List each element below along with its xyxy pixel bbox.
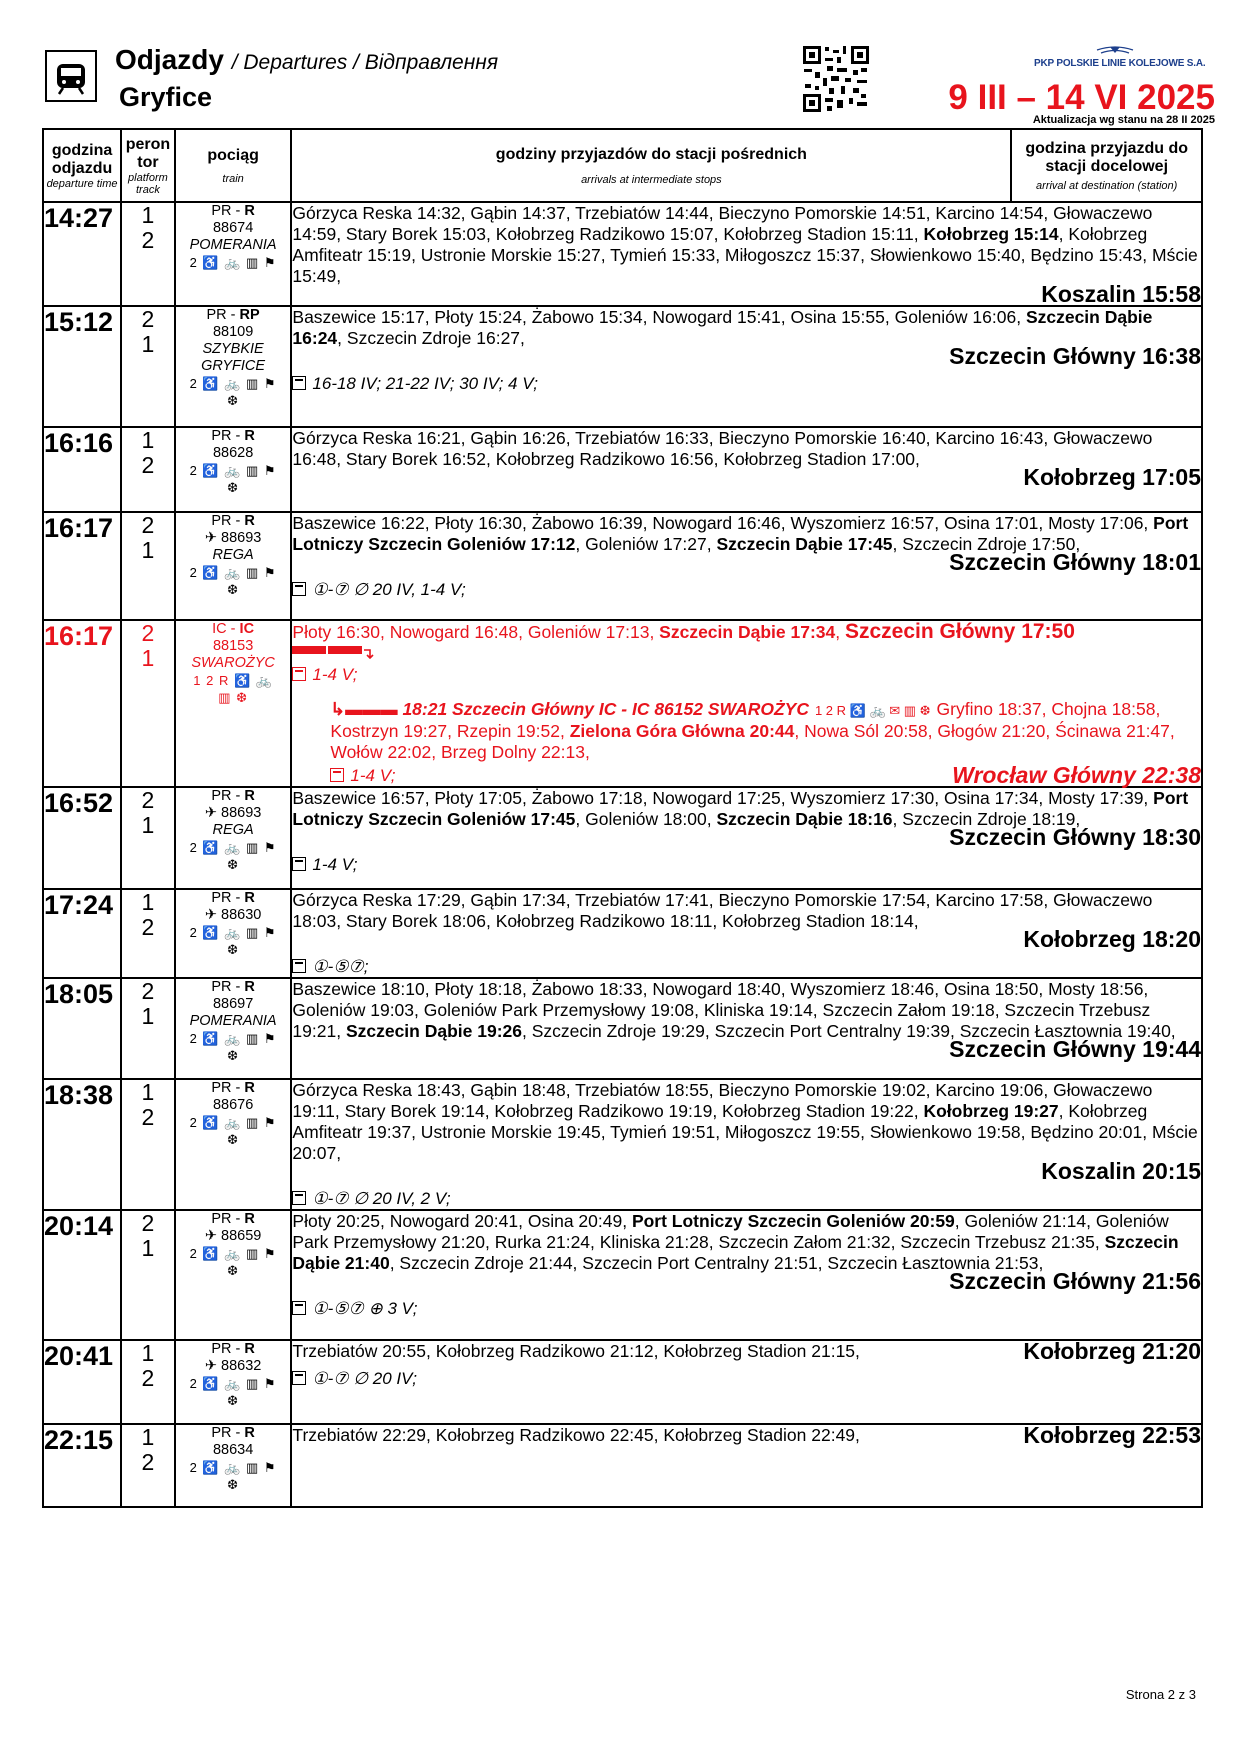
service-icons-extra: ▥ ❆ (218, 690, 248, 705)
train-category: PR - R (211, 1080, 255, 1096)
destination: Szczecin Główny 18:01 (949, 549, 1201, 575)
table-row (43, 202, 1202, 306)
update-note: Aktualizacja wg stanu na 28 II 2025 (1032, 114, 1215, 126)
platform-number: 2 (141, 306, 155, 332)
track-number: 1 (141, 331, 155, 357)
platform-number: 2 (141, 620, 155, 646)
track-number: 1 (141, 537, 155, 563)
departure-time: 16:17 (43, 512, 121, 620)
platform-track (121, 306, 175, 427)
service-icons-extra: ❆ (227, 480, 240, 495)
calendar-note (292, 956, 1201, 977)
train-category-carrier: PR (211, 1425, 232, 1441)
train-cell (175, 202, 292, 306)
train-category: PR - R (211, 1341, 255, 1357)
track-number: 2 (141, 227, 155, 253)
calendar-note-text: ①-⑦ ∅ 20 IV, 1-4 V; (312, 580, 466, 599)
destination: Szczecin Główny 18:30 (949, 824, 1201, 850)
platform-track (121, 1340, 175, 1424)
train-number: ✈ 88659 (204, 1228, 262, 1244)
train-category-carrier: PR (211, 428, 232, 444)
service-icons-extra: ❆ (227, 1263, 240, 1278)
stops-list: Baszewice 16:22, Płoty 16:30, Żabowo 16:39, Nowogard 16:46, Wyszomierz 16:57, Osina 17:01, Mosty 17:06, Port Lotniczy Szczecin Goleniów 17:12, Goleniów 17:27, Szczecin Dąbie 17:45, Szczecin Zdroje 17:50, (292, 513, 1189, 554)
train-cell (175, 1079, 292, 1210)
platform-number: 2 (141, 1210, 155, 1236)
station-name: Gryfice (119, 82, 213, 112)
train-category-type: R (244, 890, 255, 906)
train-pictogram-icon (45, 50, 97, 102)
calendar-icon (292, 667, 306, 681)
destination: Szczecin Główny 16:38 (949, 343, 1201, 369)
service-icons-extra: ❆ (227, 1393, 240, 1408)
intermediate-stops (291, 202, 1202, 306)
departure-time: 16:16 (43, 427, 121, 512)
intermediate-stops (291, 1424, 1202, 1507)
stops-list: Górzyca Reska 14:32, Gąbin 14:37, Trzebiatów 14:44, Bieczyno Pomorskie 14:51, Karcino 14:54, Głowaczewo 14:59, Stary Borek 15:03, Kołobrzeg Radzikowo 15:07, Kołobrzeg Stadion 15:11, Kołobrzeg 15:14, Kołobrzeg Amfiteatr 15:19, Ustronie Morskie 15:27, Tymień 15:33, Miłogoszcz 15:37, Słowienkowo 15:40, Będzino 15:43, Mście 15:49, (292, 203, 1198, 286)
track-number: 1 (141, 645, 155, 671)
train-number: 88634 (212, 1442, 254, 1458)
train-cell (175, 306, 292, 427)
train-category: PR - R (211, 890, 255, 906)
calendar-note (292, 373, 1201, 394)
stops-list: Baszewice 18:10, Płoty 18:18, Żabowo 18:33, Nowogard 18:40, Wyszomierz 18:46, Osina 18:50, Mosty 18:56, Goleniów 19:03, Goleniów Park Przemysłowy 19:08, Kliniska 19:14, Szczecin Załom 19:18, Szczecin Trzebusz 19:21, Szczecin Dąbie 19:26, Szczecin Zdroje 19:29, Szczecin Port Centralny 19:39, Szczecin Łasztownia 19:40, (292, 979, 1176, 1041)
connection-calendar-note (330, 762, 1201, 788)
platform-number: 2 (141, 978, 155, 1004)
operator-name: PKP POLSKIE LINIE KOLEJOWE S.A. (1034, 58, 1206, 69)
track-number: 1 (141, 1235, 155, 1261)
train-cell (175, 1210, 292, 1340)
departure-time: 14:27 (43, 202, 121, 306)
train-category: PR - R (211, 788, 255, 804)
train-number: 88676 (212, 1097, 254, 1113)
service-icons-extra: ❆ (227, 1048, 240, 1063)
train-category: PR - R (211, 979, 255, 995)
train-category-type: R (244, 1341, 255, 1357)
calendar-icon (330, 768, 344, 782)
departure-time: 16:17 (43, 620, 121, 787)
service-icons: 2 ♿ 🚲 ▥ ⚑ (189, 255, 277, 270)
train-cell (175, 1424, 292, 1507)
platform-track (121, 512, 175, 620)
col-train-header: pociąg train (175, 129, 292, 202)
track-number: 2 (141, 452, 155, 478)
destination: Kołobrzeg 22:53 (1023, 1422, 1201, 1448)
stops-list: Płoty 16:30, Nowogard 16:48, Goleniów 17:13, Szczecin Dąbie 17:34, (292, 622, 841, 642)
col-time-header: godzina odjazdu departure time (43, 129, 121, 202)
train-category-carrier: PR (206, 307, 227, 323)
calendar-note-text: 1-4 V; (350, 766, 396, 785)
table-row (43, 1079, 1202, 1210)
calendar-note-text: 1-4 V; (312, 855, 358, 874)
qr-code-icon (801, 44, 871, 114)
table-row (43, 1424, 1202, 1507)
train-number: 88153 (212, 638, 254, 654)
train-category-type: R (244, 513, 255, 529)
train-category-type: R (244, 788, 255, 804)
intermediate-stops (291, 1079, 1202, 1210)
train-number: 88109 (212, 324, 254, 340)
platform-number: 1 (141, 1079, 155, 1105)
train-cell (175, 978, 292, 1079)
train-category-carrier: PR (211, 890, 232, 906)
platform-number: 1 (141, 1340, 155, 1366)
intermediate-stops (291, 427, 1202, 512)
destination: Koszalin 15:58 (1041, 281, 1201, 307)
service-icons-extra: ❆ (227, 1132, 240, 1147)
train-cell (175, 620, 292, 787)
train-number: ✈ 88630 (204, 907, 262, 923)
platform-track (121, 620, 175, 787)
calendar-icon (292, 857, 306, 871)
destination: Kołobrzeg 18:20 (1023, 926, 1201, 952)
service-icons: 2 ♿ 🚲 ▥ ⚑ (189, 1376, 277, 1391)
table-row (43, 787, 1202, 889)
intermediate-stops (291, 620, 1202, 787)
intermediate-stops (291, 512, 1202, 620)
table-row (43, 512, 1202, 620)
train-category-carrier: PR (211, 1341, 232, 1357)
platform-number: 1 (141, 427, 155, 453)
calendar-note-text: ①-⑤⑦; (312, 957, 369, 976)
train-category-carrier: PR (211, 1080, 232, 1096)
table-row (43, 1210, 1202, 1340)
platform-number: 1 (141, 889, 155, 915)
service-icons: 1 2 R ♿ 🚲 (193, 673, 273, 688)
service-icons: 2 ♿ 🚲 ▥ ⚑ (189, 1246, 277, 1261)
table-row-ic (43, 620, 1202, 787)
platform-track (121, 978, 175, 1079)
calendar-note-text: 16-18 IV; 21-22 IV; 30 IV; 4 V; (312, 374, 538, 393)
train-category: PR - R (211, 513, 255, 529)
train-name: SWAROŻYC (191, 655, 275, 671)
train-name: POMERANIA (189, 237, 277, 253)
train-category: PR - R (211, 1211, 255, 1227)
departure-time: 18:05 (43, 978, 121, 1079)
calendar-note-text: ①-⑦ ∅ 20 IV, 2 V; (312, 1189, 451, 1208)
calendar-note-text: ①-⑤⑦ ⊕ 3 V; (312, 1299, 418, 1318)
platform-track (121, 889, 175, 978)
train-category-carrier: PR (211, 1211, 232, 1227)
train-cell (175, 787, 292, 889)
table-row (43, 978, 1202, 1079)
train-cell (175, 1340, 292, 1424)
calendar-note (292, 854, 1201, 875)
service-icons: 2 ♿ 🚲 ▥ ⚑ (189, 565, 277, 580)
stops-list: Trzebiatów 22:29, Kołobrzeg Radzikowo 22:45, Kołobrzeg Stadion 22:49, (292, 1425, 860, 1445)
table-header-row (43, 129, 1202, 202)
train-number: ✈ 88693 (204, 530, 262, 546)
platform-track (121, 1210, 175, 1340)
train-number: 88674 (212, 220, 254, 236)
train-category-type: R (244, 203, 255, 219)
intermediate-stops (291, 978, 1202, 1079)
connection-block (330, 699, 1201, 786)
connection-destination: Wrocław Główny 22:38 (952, 762, 1201, 788)
train-category: PR - RP (206, 307, 260, 323)
platform-track (121, 787, 175, 889)
service-icons-extra: ❆ (227, 393, 240, 408)
connection-icons: 1 2 R ♿ 🚲 ✉ ▥ ❆ (814, 703, 931, 718)
departure-time: 18:38 (43, 1079, 121, 1210)
connection-arrow-icon: ↳▬▬▬ (330, 699, 403, 719)
platform-number: 2 (141, 787, 155, 813)
page-title: Odjazdy / Departures / Відправлення (115, 44, 499, 75)
train-name: REGA (212, 822, 254, 838)
service-icons-extra: ❆ (227, 942, 240, 957)
service-icons-extra: ❆ (227, 582, 240, 597)
platform-track (121, 1424, 175, 1507)
train-number: ✈ 88693 (204, 805, 262, 821)
destination: Kołobrzeg 21:20 (1023, 1338, 1201, 1364)
intermediate-stops (291, 787, 1202, 889)
stops-list: Baszewice 15:17, Płoty 15:24, Żabowo 15:34, Nowogard 15:41, Osina 15:55, Goleniów 16:06, Szczecin Dąbie 16:24, Szczecin Zdroje 16:27, (292, 307, 1153, 348)
calendar-icon (292, 582, 306, 596)
calendar-note-text: 1-4 V; (312, 665, 358, 684)
train-cell (175, 889, 292, 978)
service-icons: 2 ♿ 🚲 ▥ ⚑ (189, 463, 277, 478)
table-row (43, 306, 1202, 427)
through-coach-icon (292, 643, 1201, 664)
service-icons: 2 ♿ 🚲 ▥ ⚑ (189, 925, 277, 940)
calendar-note (292, 1188, 1201, 1209)
intermediate-stops (291, 1210, 1202, 1340)
train-category-type: RP (239, 307, 260, 323)
connection-header (330, 699, 809, 719)
train-category-carrier: IC (212, 621, 227, 637)
table-row (43, 427, 1202, 512)
calendar-note (292, 1298, 1201, 1319)
train-category-type: R (244, 428, 255, 444)
stops-list: Trzebiatów 20:55, Kołobrzeg Radzikowo 21:12, Kołobrzeg Stadion 21:15, (292, 1341, 860, 1361)
stops-list: Płoty 20:25, Nowogard 20:41, Osina 20:49, Port Lotniczy Szczecin Goleniów 20:59, Goleniów 21:14, Goleniów Park Przemysłowy 21:20, Rurka 21:24, Kliniska 21:28, Szczecin Załom 21:32, Szczecin Trzebusz 21:35, Szczecin Dąbie 21:40, Szczecin Zdroje 21:44, Szczecin Port Centralny 21:51, Szczecin Łasztownia 21:53, (292, 1211, 1179, 1273)
destination: Koszalin 20:15 (1041, 1158, 1201, 1184)
calendar-icon (292, 1301, 306, 1315)
destination: Kołobrzeg 17:05 (1023, 464, 1201, 490)
page-number: Strona 2 z 3 (1125, 1687, 1196, 1702)
platform-number: 2 (141, 512, 155, 538)
stops-list: Baszewice 16:57, Płoty 17:05, Żabowo 17:18, Nowogard 17:25, Wyszomierz 17:30, Osina 17:34, Mosty 17:39, Port Lotniczy Szczecin Goleniów 17:45, Goleniów 18:00, Szczecin Dąbie 18:16, Szczecin Zdroje 18:19, (292, 788, 1189, 829)
train-category-carrier: PR (211, 979, 232, 995)
service-icons: 2 ♿ 🚲 ▥ ⚑ (189, 840, 277, 855)
train-name: POMERANIA (189, 1013, 277, 1029)
departures-table (42, 128, 1203, 1508)
departure-time: 17:24 (43, 889, 121, 978)
connection-stops: Gryfino 18:37, Chojna 18:58, Kostrzyn 19:27, Rzepin 19:52, Zielona Góra Główna 20:44, Nowa Sól 20:58, Głogów 21:20, Ścinawa 21:47, Wołów 22:02, Brzeg Dolny 22:13, (330, 699, 1175, 762)
service-icons: 2 ♿ 🚲 ▥ ⚑ (189, 376, 277, 391)
destination: Szczecin Główny 21:56 (949, 1268, 1201, 1294)
track-number: 2 (141, 1449, 155, 1475)
calendar-icon (292, 1191, 306, 1205)
stops-list: Górzyca Reska 17:29, Gąbin 17:34, Trzebiatów 17:41, Bieczyno Pomorskie 17:54, Karcino 17:58, Głowaczewo 18:03, Stary Borek 18:06, Kołobrzeg Radzikowo 18:11, Kołobrzeg Stadion 18:14, (292, 890, 1153, 931)
stops-list: Górzyca Reska 16:21, Gąbin 16:26, Trzebiatów 16:33, Bieczyno Pomorskie 16:40, Karcino 16:43, Głowaczewo 16:48, Stary Borek 16:52, Kołobrzeg Radzikowo 16:56, Kołobrzeg Stadion 17:00, (292, 428, 1153, 469)
train-category-carrier: PR (211, 788, 232, 804)
train-category: PR - R (211, 1425, 255, 1441)
calendar-icon (292, 959, 306, 973)
train-number: ✈ 88632 (204, 1358, 262, 1374)
platform-track (121, 427, 175, 512)
train-number: 88628 (212, 445, 254, 461)
platform-number: 1 (141, 1424, 155, 1450)
train-category: PR - R (211, 203, 255, 219)
departure-time: 16:52 (43, 787, 121, 889)
track-number: 2 (141, 1365, 155, 1391)
service-icons-extra: ❆ (227, 857, 240, 872)
platform-number: 1 (141, 202, 155, 228)
intermediate-stops (291, 1340, 1202, 1424)
calendar-note-text: ①-⑦ ∅ 20 IV; (312, 1369, 417, 1388)
intermediate-stops (291, 889, 1202, 978)
train-category-type: R (244, 1211, 255, 1227)
train-number: 88697 (212, 996, 254, 1012)
train-category: PR - R (211, 428, 255, 444)
service-icons: 2 ♿ 🚲 ▥ ⚑ (189, 1031, 277, 1046)
calendar-note (292, 664, 1201, 685)
track-number: 1 (141, 812, 155, 838)
calendar-note (292, 579, 1201, 600)
intermediate-stops (291, 306, 1202, 427)
col-stops-header: godziny przyjazdów do stacji pośrednich arrivals at intermediate stops (291, 129, 1011, 202)
calendar-icon (292, 376, 306, 390)
track-number: 2 (141, 914, 155, 940)
departure-time: 20:14 (43, 1210, 121, 1340)
train-category: IC - IC (212, 621, 255, 637)
col-dest-header: godzina przyjazdu do stacji docelowej arrival at destination (station) (1011, 129, 1202, 202)
calendar-icon (292, 1371, 306, 1385)
departure-time: 22:15 (43, 1424, 121, 1507)
train-cell (175, 512, 292, 620)
train-category-carrier: PR (211, 203, 232, 219)
service-icons: 2 ♿ 🚲 ▥ ⚑ (189, 1460, 277, 1475)
track-number: 2 (141, 1104, 155, 1130)
page-header (45, 44, 1215, 128)
validity-period: 9 III – 14 VI 2025 (948, 78, 1215, 117)
train-category-type: R (244, 1080, 255, 1096)
connection-header-text: 18:21 Szczecin Główny IC - IC 86152 SWAROŻYC (402, 699, 809, 719)
platform-track (121, 202, 175, 306)
destination: Szczecin Główny 19:44 (949, 1036, 1201, 1062)
destination: Szczecin Główny 17:50 (844, 620, 1075, 643)
track-number: 1 (141, 1003, 155, 1029)
departure-time: 15:12 (43, 306, 121, 427)
calendar-note (292, 1368, 1201, 1389)
train-category-type: IC (239, 621, 255, 637)
col-track-header: peron tor platform track (121, 129, 175, 202)
service-icons: 2 ♿ 🚲 ▥ ⚑ (189, 1115, 277, 1130)
stops-list: Górzyca Reska 18:43, Gąbin 18:48, Trzebiatów 18:55, Bieczyno Pomorskie 19:02, Karcino 19:06, Głowaczewo 19:11, Stary Borek 19:14, Kołobrzeg Radzikowo 19:19, Kołobrzeg Stadion 19:22, Kołobrzeg 19:27, Kołobrzeg Amfiteatr 19:37, Ustronie Morskie 19:45, Tymień 19:51, Miłogoszcz 19:55, Słowienkowo 19:58, Będzino 20:01, Mście 20:07, (292, 1080, 1198, 1163)
table-row (43, 1340, 1202, 1424)
train-category-type: R (244, 1425, 255, 1441)
service-icons-extra: ❆ (227, 1477, 240, 1492)
train-name: SZYBKIE GRYFICE (201, 341, 266, 374)
train-category-carrier: PR (211, 513, 232, 529)
train-category-type: R (244, 979, 255, 995)
platform-track (121, 1079, 175, 1210)
train-name: REGA (212, 547, 254, 563)
train-cell (175, 427, 292, 512)
table-row (43, 889, 1202, 978)
departure-time: 20:41 (43, 1340, 121, 1424)
